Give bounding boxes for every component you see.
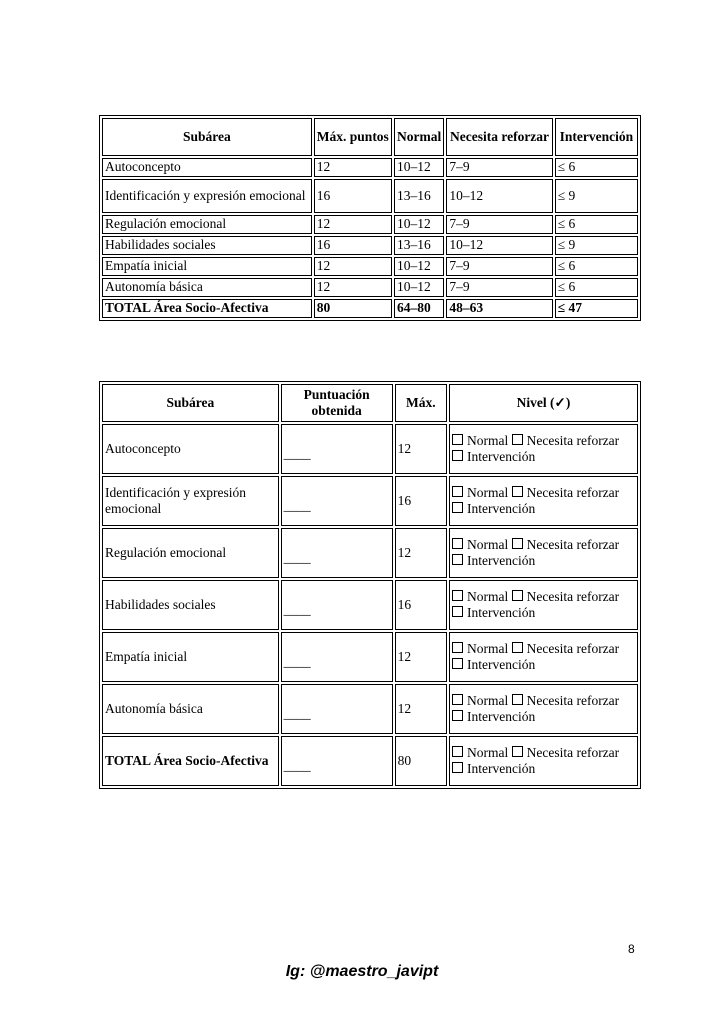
level-option[interactable] — [452, 745, 508, 760]
table-row — [102, 424, 638, 474]
option-label: Intervención — [466, 553, 536, 568]
table-row — [102, 158, 638, 177]
column-header: Máx. — [395, 384, 447, 422]
table-cell: 64–80 — [394, 299, 444, 318]
option-label: Necesita reforzar — [526, 536, 620, 552]
checkbox-icon[interactable] — [452, 762, 463, 773]
subarea-cell: Identificación y expresión emocional — [102, 476, 279, 526]
column-header: Puntuación obtenida — [281, 384, 393, 422]
option-label: Normal — [466, 432, 509, 448]
score-blank[interactable]: ____ — [281, 736, 393, 786]
level-option[interactable] — [452, 501, 535, 516]
level-option[interactable] — [452, 553, 535, 568]
option-label: Normal — [466, 744, 509, 760]
checkbox-icon[interactable] — [512, 746, 523, 757]
level-option[interactable] — [452, 657, 535, 672]
table-cell: 16 — [314, 179, 392, 213]
checkbox-icon[interactable] — [512, 590, 523, 601]
level-option[interactable] — [512, 693, 620, 708]
table-header-row — [102, 118, 638, 156]
score-blank[interactable]: ____ — [281, 580, 393, 630]
checkbox-icon[interactable] — [452, 486, 463, 497]
table-cell: ≤ 6 — [555, 257, 638, 276]
level-option[interactable] — [512, 433, 620, 448]
max-cell: 16 — [395, 580, 447, 630]
table-cell: Autonomía básica — [102, 278, 312, 297]
option-label: Intervención — [466, 709, 536, 724]
level-option[interactable] — [452, 605, 535, 620]
table-cell: 12 — [314, 278, 392, 297]
column-header: Nivel (✓) — [449, 384, 638, 422]
table-total-row — [102, 736, 638, 786]
table-row — [102, 684, 638, 734]
table-cell: 10–12 — [446, 179, 552, 213]
checkbox-icon[interactable] — [452, 502, 463, 513]
level-option[interactable] — [452, 693, 508, 708]
table-total-row — [102, 299, 638, 318]
score-blank[interactable]: ____ — [281, 424, 393, 474]
table-cell: 10–12 — [394, 215, 444, 234]
level-option[interactable] — [452, 709, 535, 724]
checkbox-icon[interactable] — [512, 486, 523, 497]
subarea-cell: Habilidades sociales — [102, 580, 279, 630]
option-label: Necesita reforzar — [526, 692, 620, 708]
max-cell: 12 — [395, 684, 447, 734]
option-label: Intervención — [466, 501, 536, 516]
option-label: Normal — [466, 692, 509, 708]
level-option[interactable] — [452, 433, 508, 448]
score-blank[interactable]: ____ — [281, 528, 393, 578]
level-option[interactable] — [452, 761, 535, 776]
subarea-cell: Autoconcepto — [102, 424, 279, 474]
checkbox-icon[interactable] — [452, 658, 463, 669]
column-header: Intervención — [555, 118, 638, 156]
level-option[interactable] — [452, 589, 508, 604]
checkbox-icon[interactable] — [452, 642, 463, 653]
table-cell: 13–16 — [394, 179, 444, 213]
scoring-criteria-table — [99, 115, 641, 321]
table-cell: ≤ 9 — [555, 236, 638, 255]
checkbox-icon[interactable] — [512, 538, 523, 549]
column-header: Necesita reforzar — [446, 118, 552, 156]
table-cell: Habilidades sociales — [102, 236, 312, 255]
table-cell: 80 — [314, 299, 392, 318]
table-cell: 7–9 — [446, 158, 552, 177]
table-cell: 7–9 — [446, 215, 552, 234]
option-label: Normal — [466, 484, 509, 500]
table-cell: 12 — [314, 215, 392, 234]
max-cell: 12 — [395, 424, 447, 474]
table-row — [102, 528, 638, 578]
table-row — [102, 215, 638, 234]
max-cell: 12 — [395, 528, 447, 578]
table-cell: TOTAL Área Socio-Afectiva — [102, 299, 312, 318]
table-cell: 10–12 — [446, 236, 552, 255]
checkbox-icon[interactable] — [452, 590, 463, 601]
table-cell: ≤ 6 — [555, 278, 638, 297]
score-record-table — [99, 381, 641, 789]
option-label: Intervención — [466, 657, 536, 672]
option-label: Normal — [466, 640, 509, 656]
table-cell: 10–12 — [394, 278, 444, 297]
option-label: Normal — [466, 536, 509, 552]
level-option[interactable] — [452, 449, 535, 464]
level-options — [449, 684, 638, 734]
table-cell: Autoconcepto — [102, 158, 312, 177]
checkbox-icon[interactable] — [452, 694, 463, 705]
subarea-cell: Autonomía básica — [102, 684, 279, 734]
option-label: Normal — [466, 588, 509, 604]
table-row — [102, 278, 638, 297]
level-options — [449, 528, 638, 578]
level-option[interactable] — [452, 537, 508, 552]
table-row — [102, 476, 638, 526]
table-cell: ≤ 6 — [555, 158, 638, 177]
checkbox-icon[interactable] — [452, 746, 463, 757]
column-header: Normal — [394, 118, 444, 156]
table-header-row — [102, 384, 638, 422]
option-label: Necesita reforzar — [526, 484, 620, 500]
level-option[interactable] — [452, 641, 508, 656]
subarea-cell: Empatía inicial — [102, 632, 279, 682]
table-cell: ≤ 6 — [555, 215, 638, 234]
level-options — [449, 580, 638, 630]
level-options — [449, 424, 638, 474]
option-label: Intervención — [466, 761, 536, 776]
option-label: Necesita reforzar — [526, 588, 620, 604]
level-options — [449, 736, 638, 786]
table-cell: 16 — [314, 236, 392, 255]
table-cell: 48–63 — [446, 299, 552, 318]
table-cell: 7–9 — [446, 278, 552, 297]
table-row — [102, 632, 638, 682]
table-cell: Empatía inicial — [102, 257, 312, 276]
checkbox-icon[interactable] — [452, 538, 463, 549]
table-cell: 7–9 — [446, 257, 552, 276]
table-row — [102, 236, 638, 255]
checkbox-icon[interactable] — [512, 642, 523, 653]
level-option[interactable] — [512, 641, 620, 656]
option-label: Intervención — [466, 449, 536, 464]
table-row — [102, 257, 638, 276]
subarea-cell: TOTAL Área Socio-Afectiva — [102, 736, 279, 786]
checkbox-icon[interactable] — [452, 710, 463, 721]
option-label: Necesita reforzar — [526, 744, 620, 760]
option-label: Necesita reforzar — [526, 640, 620, 656]
footer-handle: Ig: @maestro_javipt — [285, 963, 439, 980]
checkbox-icon[interactable] — [452, 434, 463, 445]
option-label: Necesita reforzar — [526, 432, 620, 448]
subarea-cell: Regulación emocional — [102, 528, 279, 578]
max-cell: 80 — [395, 736, 447, 786]
max-cell: 12 — [395, 632, 447, 682]
table-cell: 10–12 — [394, 158, 444, 177]
checkbox-icon[interactable] — [452, 606, 463, 617]
column-header: Máx. puntos — [314, 118, 392, 156]
table-cell: 10–12 — [394, 257, 444, 276]
level-options — [449, 632, 638, 682]
table-cell: ≤ 9 — [555, 179, 638, 213]
table-cell: 12 — [314, 257, 392, 276]
table-cell: Regulación emocional — [102, 215, 312, 234]
column-header: Subárea — [102, 384, 279, 422]
level-option[interactable] — [452, 485, 508, 500]
max-cell: 16 — [395, 476, 447, 526]
level-option[interactable] — [512, 537, 620, 552]
checkbox-icon[interactable] — [512, 694, 523, 705]
score-blank[interactable]: ____ — [281, 632, 393, 682]
column-header: Subárea — [102, 118, 312, 156]
level-option[interactable] — [512, 745, 620, 760]
page-number: 8 — [628, 942, 635, 956]
table-cell: Identificación y expresión emocional — [102, 179, 312, 213]
table-row — [102, 580, 638, 630]
level-option[interactable] — [512, 589, 620, 604]
score-blank[interactable]: ____ — [281, 684, 393, 734]
level-option[interactable] — [512, 485, 620, 500]
checkbox-icon[interactable] — [512, 434, 523, 445]
table-cell: 13–16 — [394, 236, 444, 255]
table-cell: 12 — [314, 158, 392, 177]
score-blank[interactable]: ____ — [281, 476, 393, 526]
table-cell: ≤ 47 — [555, 299, 638, 318]
option-label: Intervención — [466, 605, 536, 620]
checkbox-icon[interactable] — [452, 554, 463, 565]
checkbox-icon[interactable] — [452, 450, 463, 461]
table-row — [102, 179, 638, 213]
level-options — [449, 476, 638, 526]
